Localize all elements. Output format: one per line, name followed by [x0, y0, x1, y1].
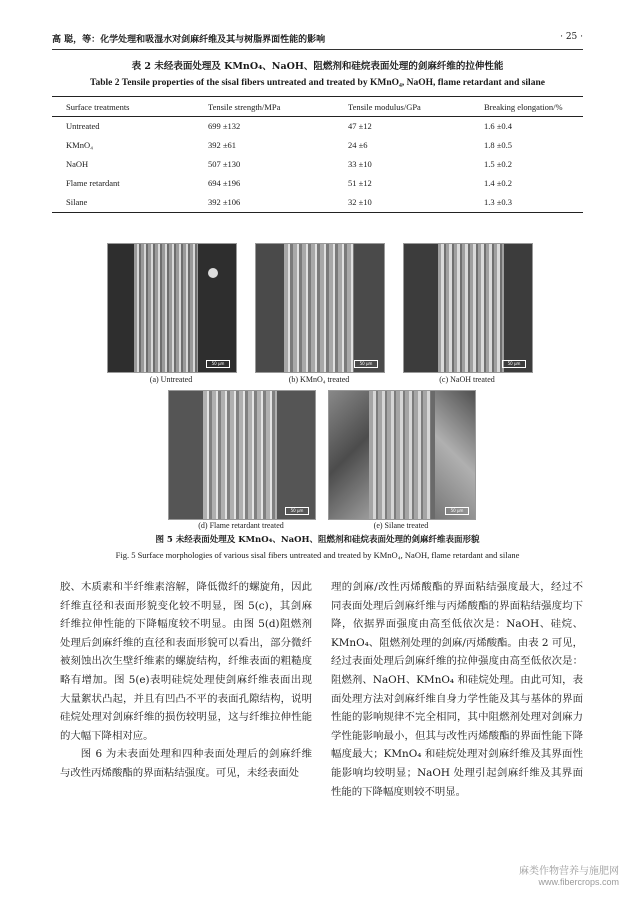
column-header: Surface treatments	[52, 97, 194, 117]
caption-e: (e) Silane treated	[373, 521, 429, 530]
watermark-url: www.fibercrops.com	[538, 877, 619, 887]
table-title-cn: 表 2 未经表面处理及 KMnO₄、NaOH、阻燃剂和硅烷表面处理的剑麻纤维的拉伸性能	[131, 61, 504, 72]
table-cell: Silane	[52, 193, 194, 213]
scale-bar: 50 μm	[285, 507, 309, 515]
page-number: · 25 ·	[560, 32, 583, 42]
table-row	[52, 155, 583, 174]
paragraph: 理的剑麻/改性丙烯酸酯的界面粘结强度最大，经过不同表面处理后剑麻纤维与丙烯酸酯的界面粘结强度均下降，依据界面强度由高至低依次是：NaOH、硅烷、KMnO₄、阻燃剂处理的剑麻/丙烯酸酯。由表 2 可见，经过表面处理后剑麻纤维的拉伸强度由高至低依次是：阻燃剂、NaOH、KMnO₄ 和硅烷处理。由此可知，表面处理方法对剑麻纤维自身力学性能及其与基体的界面性能的影响规律不完全相同，其中阻燃剂处理对剑麻力学性能影响最小，但其与改性丙烯酸酯的界面性能下降幅度最大；KMnO₄ 和硅烷处理对剑麻纤维及其界面性能影响均较明显；NaOH 处理引起剑麻纤维及其界面性能的下降幅度则较不明显。	[331, 581, 583, 798]
scale-bar: 50 μm	[502, 360, 526, 368]
table-row	[52, 174, 583, 193]
table-cell: 507 ±130	[208, 159, 241, 169]
table-cell: 24 ±6	[348, 140, 368, 150]
table-cell: 392 ±61	[208, 140, 237, 150]
table-row	[52, 117, 583, 137]
caption-a: (a) Untreated	[149, 375, 193, 384]
table-row	[52, 193, 583, 213]
scale-bar: 50 μm	[354, 360, 378, 368]
table-cell: Untreated	[66, 121, 100, 131]
caption-d: (d) Flame retardant treated	[198, 521, 284, 530]
left-column	[60, 578, 312, 783]
table-cell: 1.3 ±0.3	[470, 193, 583, 213]
table-cell: 1.8 ±0.5	[484, 140, 513, 150]
tensile-properties-table	[52, 96, 583, 213]
sem-image-naoh	[403, 243, 533, 373]
caption-c: (c) NaOH treated	[439, 375, 495, 384]
table-cell: 699 ±132	[208, 121, 241, 131]
table-cell: 1.5 ±0.2	[484, 159, 513, 169]
figure-caption-cn: 图 5 未经表面处理及 KMnO₄、NaOH、阻燃剂和硅烷表面处理的剑麻纤维表面形貌	[155, 535, 480, 545]
running-header	[52, 30, 583, 46]
sem-image-silane	[328, 390, 476, 520]
column-header: Tensile modulus/GPa	[334, 97, 470, 117]
scale-bar: 50 μm	[206, 360, 230, 368]
column-header: Breaking elongation/%	[470, 97, 583, 117]
figure-caption-en: Fig. 5 Surface morphologies of various sisal fibers untreated and treated by KMnO₄, NaOH, flame retardant and silane	[115, 550, 520, 560]
sem-image-kmno4	[255, 243, 385, 373]
table-cell: 47 ±12	[348, 121, 372, 131]
table-cell: 32 ±10	[334, 193, 470, 213]
header-rule	[52, 49, 583, 50]
table-cell: KMnO₄	[66, 140, 94, 150]
caption-b: (b) KMnO₄ treated	[288, 375, 350, 384]
sem-image-untreated	[107, 243, 237, 373]
paragraph: 图 6 为未表面处理和四种表面处理后的剑麻纤维与改性丙烯酸酯的界面粘结强度。可见，未经表面处	[60, 748, 312, 779]
header-title: 高 聪，等：化学处理和吸湿水对剑麻纤维及其与树脂界面性能的影响	[52, 35, 326, 45]
table-cell: Flame retardant	[66, 178, 120, 188]
table-cell: 51 ±12	[348, 178, 372, 188]
table-cell: 1.6 ±0.4	[484, 121, 513, 131]
right-column	[331, 578, 583, 801]
table-cell: 392 ±106	[194, 193, 334, 213]
table-title-en: Table 2 Tensile properties of the sisal fibers untreated and treated by KMnO₄, NaOH, flame retardant and silane	[90, 78, 545, 88]
table-cell: 1.4 ±0.2	[484, 178, 513, 188]
table-cell: 33 ±10	[348, 159, 372, 169]
paragraph: 胶、木质素和半纤维素溶解，降低微纤的螺旋角，因此纤维直径和表面形貌变化较不明显，图 5(c)，其剑麻纤维拉伸性能的下降幅度较不明显。由图 5(d)阻燃剂处理后剑麻纤维的直径和表面形貌可以看出，部分微纤被刻蚀出次生壁纤维素的螺旋结构，纤维表面的粗糙度略有增加。图 5(e)表明硅烷处理使剑麻纤维表面出现大量絮状凸起，并且有凹凸不平的表面孔隙结构，说明硅烷处理对剑麻纤维的损伤较明显，这与纤维拉伸性能的大幅下降相对应。	[60, 581, 312, 742]
table-cell: NaOH	[66, 159, 89, 169]
scale-bar: 50 μm	[445, 507, 469, 515]
table-cell: 694 ±196	[208, 178, 241, 188]
table-row	[52, 136, 583, 155]
table-header-row	[52, 97, 583, 117]
column-header: Tensile strength/MPa	[194, 97, 334, 117]
watermark-text: 麻类作物营养与施肥网	[519, 866, 619, 877]
sem-image-flame-retardant	[168, 390, 316, 520]
